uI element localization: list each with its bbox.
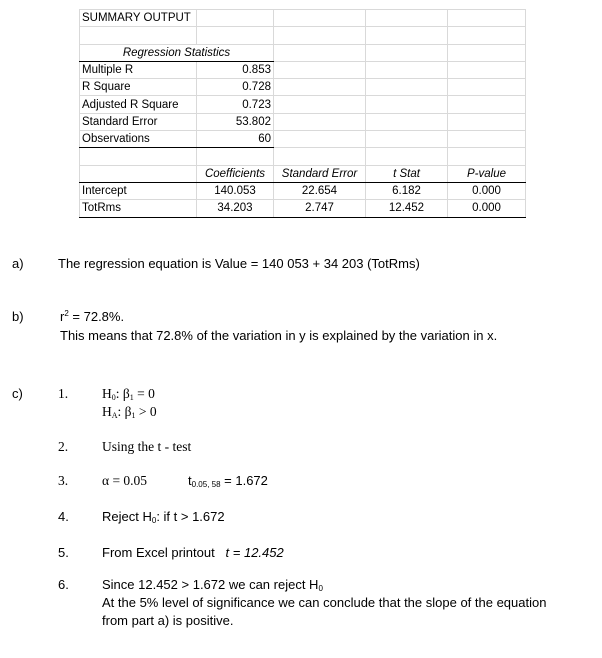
coef-header: P-value [448,165,526,182]
coef-value: 0.000 [448,182,526,199]
coef-value: 6.182 [366,182,448,199]
stat-label: Observations [80,131,197,148]
r-superscript: 2 [64,309,69,318]
alternative-hypothesis: $H_A$: $\beta_1 > 0$ [102,404,157,420]
step-number: 5. [58,545,69,560]
step-number: 3. [58,473,69,488]
stat-value: 53.802 [197,113,274,130]
coef-value: 2.747 [274,200,366,217]
coef-value: 34.203 [197,200,274,217]
stat-label: R Square [80,79,197,96]
r-symbol: r [60,309,65,324]
stat-label: Multiple R [80,61,197,78]
step-number: 2. [58,439,69,454]
stat-label: Standard Error [80,113,197,130]
coef-header: Standard Error [274,165,366,182]
null-hypothesis: $H_0$: $\beta_1 = 0$ [102,386,155,402]
stat-value: 0.853 [197,61,274,78]
step-number: 4. [58,509,69,524]
conclusion-line-2: At the 5% level of significance we can conclude that the slope of the equation [102,595,547,610]
stat-label: Adjusted R Square [80,96,197,113]
critical-value: $t_{0.05, 58} = 1.672$ [188,473,268,489]
coef-value: 140.053 [197,182,274,199]
significance-level: α = 0.05 [102,473,148,488]
summary-header: SUMMARY OUTPUT [80,10,197,27]
conclusion-line-3: from part a) is positive. [102,613,234,628]
part-c-label: c) [12,386,23,401]
coef-value: 12.452 [366,200,448,217]
test-method: Using the t - test [102,439,192,454]
r-squared-interpretation: This means that 72.8% of the variation in y is explained by the variation in x. [60,328,498,343]
stat-value: 0.728 [197,79,274,96]
coef-row-label: Intercept [80,182,197,199]
r-squared-line [60,309,124,324]
regression-stats-title: Regression Statistics [80,44,274,61]
part-b-label: b) [12,309,24,324]
test-statistic-line: From Excel printout t = 12.452 [102,545,284,560]
conclusion-line-1: Since 12.452 > 1.672 we can reject $H_0$ [102,577,323,593]
coef-value: 22.654 [274,182,366,199]
coef-header: t Stat [366,165,448,182]
stat-value: 60 [197,131,274,148]
step-number: 6. [58,577,69,592]
coef-header: Coefficients [197,165,274,182]
r-squared-value: = 72.8%. [68,309,125,324]
stat-value: 0.723 [197,96,274,113]
t-statistic: t = 12.452 [225,545,284,560]
regression-equation: The regression equation is Value = 140 053 + 34 203 (TotRms) [58,256,420,271]
part-a-label: a) [12,256,24,271]
coef-row-label: TotRms [80,200,197,217]
coef-value: 0.000 [448,200,526,217]
excel-summary-output [79,9,526,218]
step-number: 1. [58,386,69,401]
rejection-rule: Reject $H_0$: if t > 1.672 [102,509,225,525]
